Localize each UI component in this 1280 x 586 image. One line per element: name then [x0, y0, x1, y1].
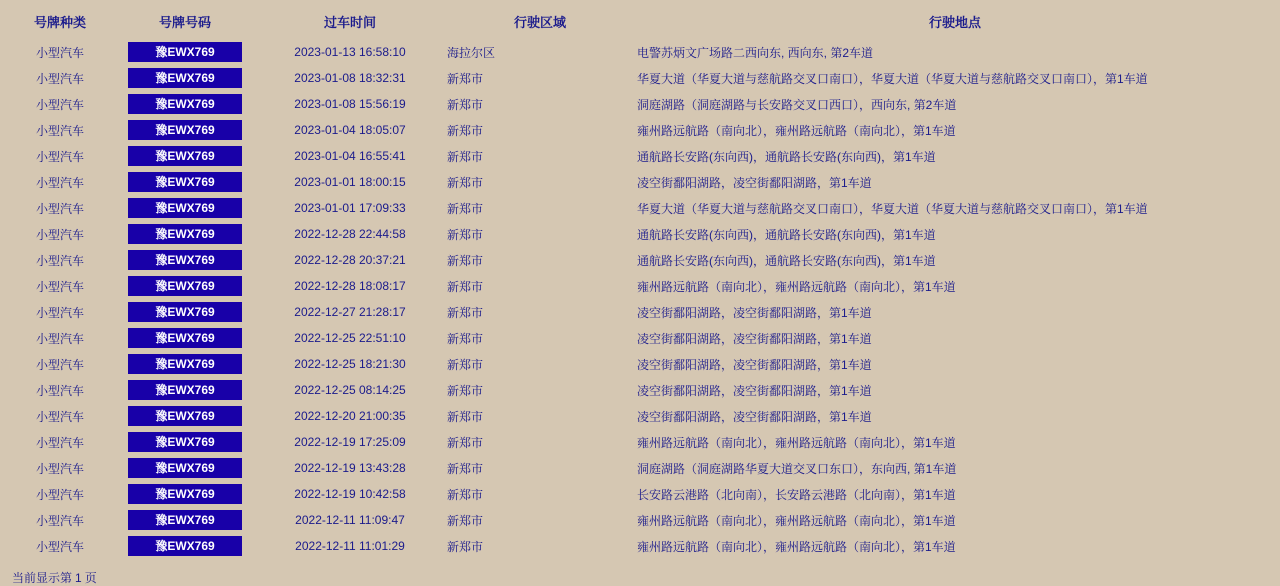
cell-area: 新郑市	[447, 383, 484, 398]
table-row[interactable]	[5, 91, 1275, 117]
cell-area: 新郑市	[447, 227, 484, 242]
plate-number-badge[interactable]: 豫EWX769	[128, 328, 242, 348]
cell-plate-type: 小型汽车	[35, 409, 84, 424]
cell-location: 凌空街鄱阳湖路，凌空街鄱阳湖路，第1车道	[637, 383, 872, 398]
plate-number-badge[interactable]: 豫EWX769	[128, 536, 242, 556]
cell-location: 雍州路远航路（南向北），雍州路远航路（南向北），第1车道	[637, 279, 956, 294]
cell-area: 新郑市	[447, 201, 484, 216]
cell-plate-type: 小型汽车	[35, 487, 84, 502]
cell-pass-time: 2022-12-20 21:00:35	[294, 409, 406, 423]
plate-number-badge[interactable]: 豫EWX769	[128, 484, 242, 504]
cell-area: 新郑市	[447, 279, 484, 294]
cell-plate-number[interactable]	[115, 65, 255, 91]
cell-location: 通航路长安路(东向西)，通航路长安路(东向西)，第1车道	[637, 253, 936, 268]
cell-pass-time: 2022-12-28 22:44:58	[294, 227, 406, 241]
cell-location: 凌空街鄱阳湖路，凌空街鄱阳湖路，第1车道	[637, 305, 872, 320]
cell-pass-time: 2023-01-08 15:56:19	[294, 97, 406, 111]
cell-plate-type: 小型汽车	[35, 513, 84, 528]
cell-pass-time: 2023-01-13 16:58:10	[294, 45, 406, 59]
cell-plate-number[interactable]	[115, 221, 255, 247]
cell-location: 凌空街鄱阳湖路，凌空街鄱阳湖路，第1车道	[637, 331, 872, 346]
plate-number-badge[interactable]: 豫EWX769	[128, 94, 242, 114]
cell-plate-number[interactable]	[115, 169, 255, 195]
table-row[interactable]	[5, 403, 1275, 429]
cell-area: 新郑市	[447, 305, 484, 320]
cell-pass-time: 2022-12-25 18:21:30	[294, 357, 406, 371]
cell-location: 凌空街鄱阳湖路，凌空街鄱阳湖路，第1车道	[637, 357, 872, 372]
table-row[interactable]	[5, 533, 1275, 559]
table-row[interactable]	[5, 481, 1275, 507]
column-header-area: 行驶区域	[513, 15, 566, 30]
plate-number-badge[interactable]: 豫EWX769	[128, 172, 242, 192]
cell-pass-time: 2022-12-25 22:51:10	[294, 331, 406, 345]
cell-plate-type: 小型汽车	[35, 461, 84, 476]
pagination-page-number: 1	[75, 571, 82, 585]
table-row[interactable]	[5, 39, 1275, 65]
plate-number-badge[interactable]: 豫EWX769	[128, 432, 242, 452]
cell-location: 通航路长安路(东向西)，通航路长安路(东向西)，第1车道	[637, 149, 936, 164]
plate-number-badge[interactable]: 豫EWX769	[128, 458, 242, 478]
cell-plate-type: 小型汽车	[35, 149, 84, 164]
table-header	[5, 8, 1275, 39]
cell-location: 长安路云港路（北向南），长安路云港路（北向南），第1车道	[637, 487, 956, 502]
cell-pass-time: 2022-12-19 13:43:28	[294, 461, 406, 475]
cell-location: 雍州路远航路（南向北），雍州路远航路（南向北），第1车道	[637, 123, 956, 138]
table-row[interactable]	[5, 143, 1275, 169]
cell-area: 新郑市	[447, 461, 484, 476]
cell-plate-type: 小型汽车	[35, 201, 84, 216]
cell-area: 海拉尔区	[447, 45, 496, 60]
cell-location: 通航路长安路(东向西)，通航路长安路(东向西)，第1车道	[637, 227, 936, 242]
table-row[interactable]	[5, 429, 1275, 455]
table-body	[5, 39, 1275, 559]
cell-pass-time: 2023-01-04 16:55:41	[294, 149, 406, 163]
table-row[interactable]	[5, 247, 1275, 273]
cell-pass-time: 2023-01-01 18:00:15	[294, 175, 406, 189]
plate-number-badge[interactable]: 豫EWX769	[128, 302, 242, 322]
cell-pass-time: 2022-12-19 17:25:09	[294, 435, 406, 449]
cell-location: 雍州路远航路（南向北），雍州路远航路（南向北），第1车道	[637, 513, 956, 528]
cell-plate-number[interactable]	[115, 403, 255, 429]
cell-area: 新郑市	[447, 97, 484, 112]
cell-pass-time: 2023-01-01 17:09:33	[294, 201, 406, 215]
cell-location: 雍州路远航路（南向北），雍州路远航路（南向北），第1车道	[637, 539, 956, 554]
table-row[interactable]	[5, 507, 1275, 533]
cell-area: 新郑市	[447, 331, 484, 346]
plate-number-badge[interactable]: 豫EWX769	[128, 510, 242, 530]
cell-plate-type: 小型汽车	[35, 539, 84, 554]
column-header-pass-time: 过车时间	[323, 15, 376, 30]
cell-pass-time: 2022-12-28 18:08:17	[294, 279, 406, 293]
plate-number-badge[interactable]: 豫EWX769	[128, 68, 242, 88]
cell-plate-number[interactable]	[115, 377, 255, 403]
table-row[interactable]	[5, 273, 1275, 299]
plate-number-badge[interactable]: 豫EWX769	[128, 146, 242, 166]
cell-pass-time: 2022-12-27 21:28:17	[294, 305, 406, 319]
cell-plate-type: 小型汽车	[35, 305, 84, 320]
table-header-row	[5, 8, 1275, 39]
cell-plate-number[interactable]	[115, 39, 255, 65]
cell-plate-type: 小型汽车	[35, 123, 84, 138]
cell-area: 新郑市	[447, 71, 484, 86]
table-row[interactable]	[5, 65, 1275, 91]
plate-number-badge[interactable]: 豫EWX769	[128, 276, 242, 296]
cell-pass-time: 2022-12-11 11:01:29	[295, 539, 405, 553]
cell-plate-type: 小型汽车	[35, 227, 84, 242]
cell-location: 华夏大道（华夏大道与慈航路交叉口南口），华夏大道（华夏大道与慈航路交叉口南口），第1车道	[637, 71, 1148, 86]
cell-area: 新郑市	[447, 175, 484, 190]
cell-plate-type: 小型汽车	[35, 253, 84, 268]
cell-location: 洞庭湖路（洞庭湖路与长安路交叉口西口），西向东, 第2车道	[637, 97, 957, 112]
cell-location: 凌空街鄱阳湖路，凌空街鄱阳湖路，第1车道	[637, 409, 872, 424]
plate-number-badge[interactable]: 豫EWX769	[128, 406, 242, 426]
cell-pass-time: 2022-12-11 11:09:47	[295, 513, 405, 527]
cell-plate-number[interactable]	[115, 299, 255, 325]
cell-area: 新郑市	[447, 487, 484, 502]
cell-plate-number[interactable]	[115, 455, 255, 481]
cell-plate-type: 小型汽车	[35, 97, 84, 112]
pagination-suffix: 页	[84, 571, 97, 585]
vehicle-records-table	[5, 8, 1275, 559]
plate-number-badge[interactable]: 豫EWX769	[128, 42, 242, 62]
cell-plate-number[interactable]	[115, 507, 255, 533]
cell-location: 凌空街鄱阳湖路，凌空街鄱阳湖路，第1车道	[637, 175, 872, 190]
cell-plate-type: 小型汽车	[35, 435, 84, 450]
cell-location: 洞庭湖路（洞庭湖路华夏大道交叉口东口），东向西, 第1车道	[637, 461, 957, 476]
cell-plate-number[interactable]	[115, 533, 255, 559]
column-header-location: 行驶地点	[928, 15, 981, 30]
cell-plate-number[interactable]	[115, 429, 255, 455]
cell-pass-time: 2022-12-28 20:37:21	[294, 253, 406, 267]
cell-area: 新郑市	[447, 357, 484, 372]
cell-area: 新郑市	[447, 409, 484, 424]
cell-area: 新郑市	[447, 253, 484, 268]
plate-number-badge[interactable]: 豫EWX769	[128, 224, 242, 244]
cell-plate-number[interactable]	[115, 273, 255, 299]
cell-location: 华夏大道（华夏大道与慈航路交叉口南口），华夏大道（华夏大道与慈航路交叉口南口），第1车道	[637, 201, 1148, 216]
plate-number-badge[interactable]: 豫EWX769	[128, 198, 242, 218]
column-header-plate-type: 号牌种类	[33, 15, 86, 30]
column-header-plate-number: 号牌号码	[158, 15, 211, 30]
cell-pass-time: 2022-12-19 10:42:58	[294, 487, 406, 501]
table-row[interactable]	[5, 169, 1275, 195]
table-row[interactable]	[5, 377, 1275, 403]
cell-plate-type: 小型汽车	[35, 383, 84, 398]
cell-plate-type: 小型汽车	[35, 331, 84, 346]
table-row[interactable]	[5, 117, 1275, 143]
plate-number-badge[interactable]: 豫EWX769	[128, 354, 242, 374]
cell-location: 电警苏炳文广场路二西向东, 西向东, 第2车道	[637, 45, 874, 60]
cell-plate-number[interactable]	[115, 195, 255, 221]
cell-plate-type: 小型汽车	[35, 357, 84, 372]
table-row[interactable]	[5, 221, 1275, 247]
cell-plate-number[interactable]	[115, 91, 255, 117]
cell-plate-type: 小型汽车	[35, 71, 84, 86]
table-row[interactable]	[5, 455, 1275, 481]
cell-plate-number[interactable]	[115, 247, 255, 273]
cell-plate-number[interactable]	[115, 481, 255, 507]
table-row[interactable]	[5, 299, 1275, 325]
cell-area: 新郑市	[447, 123, 484, 138]
plate-number-badge[interactable]: 豫EWX769	[128, 250, 242, 270]
cell-plate-type: 小型汽车	[35, 279, 84, 294]
plate-number-badge[interactable]: 豫EWX769	[128, 120, 242, 140]
cell-location: 雍州路远航路（南向北），雍州路远航路（南向北），第1车道	[637, 435, 956, 450]
table-row[interactable]	[5, 195, 1275, 221]
pagination-status	[0, 569, 1280, 586]
cell-plate-type: 小型汽车	[35, 175, 84, 190]
cell-pass-time: 2023-01-04 18:05:07	[294, 123, 406, 137]
cell-plate-number[interactable]	[115, 143, 255, 169]
table-row[interactable]	[5, 351, 1275, 377]
cell-area: 新郑市	[447, 149, 484, 164]
cell-plate-type: 小型汽车	[35, 45, 84, 60]
cell-plate-number[interactable]	[115, 117, 255, 143]
cell-plate-number[interactable]	[115, 325, 255, 351]
table-row[interactable]	[5, 325, 1275, 351]
cell-area: 新郑市	[447, 513, 484, 528]
cell-plate-number[interactable]	[115, 351, 255, 377]
cell-area: 新郑市	[447, 539, 484, 554]
cell-pass-time: 2022-12-25 08:14:25	[294, 383, 406, 397]
cell-area: 新郑市	[447, 435, 484, 450]
plate-number-badge[interactable]: 豫EWX769	[128, 380, 242, 400]
cell-pass-time: 2023-01-08 18:32:31	[294, 71, 406, 85]
pagination-prefix: 当前显示第	[12, 571, 73, 585]
